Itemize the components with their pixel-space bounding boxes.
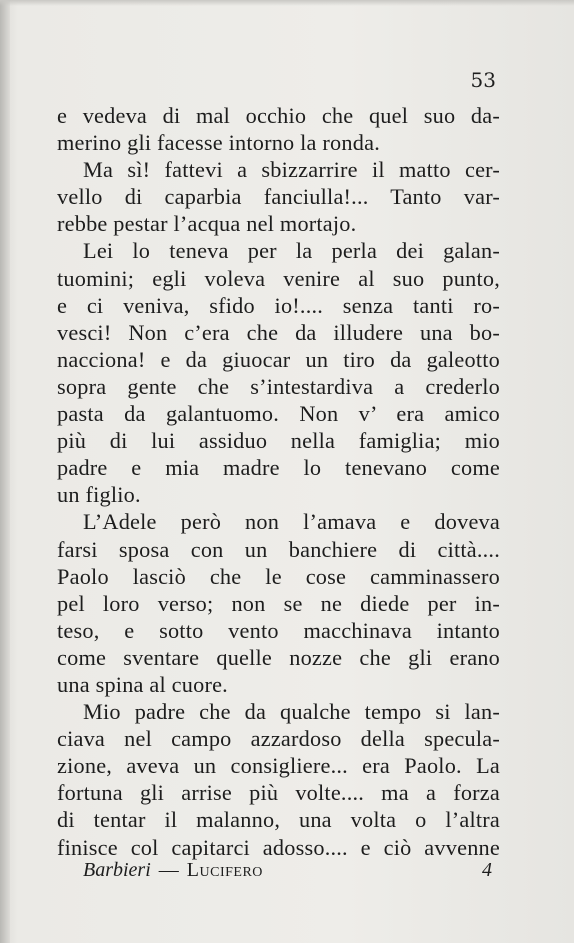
footer-author: Barbieri: [83, 858, 151, 881]
text-line: pel loro verso; non se ne diede per in-: [57, 590, 500, 616]
text-line: zione, aveva un consigliere... era Paolo. La: [57, 753, 500, 779]
text-line: un figlio.: [57, 482, 141, 508]
text-line: più di lui assiduo nella famiglia; mio: [57, 428, 500, 454]
page-top-edge: [0, 0, 574, 6]
text-line: e vedeva di mal occhio che quel suo da-: [57, 103, 500, 128]
text-line: nacciona! e da giuocar un tiro da galeotto: [57, 346, 500, 372]
text-line: Mio padre che da qualche tempo si lan-: [83, 699, 500, 725]
text-line: vello di caparbia fanciulla!... Tanto var-: [57, 184, 500, 210]
text-line: farsi sposa con un banchiere di città....: [57, 536, 500, 562]
text-line: finisce col capitarci adosso.... e ciò avvenne: [57, 834, 500, 860]
page-footer: [83, 855, 498, 885]
page-number: 53: [470, 68, 496, 92]
text-line: una spina al cuore.: [57, 671, 228, 697]
text-line: Lei lo teneva per la perla dei galan-: [83, 238, 500, 264]
footer-title: Lucifero: [186, 858, 263, 881]
text-line: di tentar il malanno, una volta o l’altra: [57, 807, 500, 833]
body-text: [57, 102, 500, 861]
text-line: Ma sì! fattevi a sbizzarrire il matto cer-: [83, 157, 500, 183]
text-line: rebbe pestar l’acqua nel mortajo.: [57, 211, 357, 237]
page-left-edge: [0, 0, 10, 943]
text-line: tuomini; egli voleva venire al suo punto,: [57, 265, 500, 291]
footer-dash: —: [158, 858, 179, 881]
text-line: padre e mia madre lo tenevano come: [57, 455, 500, 481]
text-line: pasta da galantuomo. Non v’ era amico: [57, 401, 500, 427]
text-line: teso, e sotto vento macchinava intanto: [57, 617, 500, 643]
text-line: ciava nel campo azzardoso della specula-: [57, 726, 500, 752]
text-line: come sventare quelle nozze che gli erano: [57, 644, 500, 670]
text-line: Paolo lasciò che le cose camminassero: [57, 563, 500, 589]
text-line: e ci veniva, sfido io!.... senza tanti ro-: [57, 292, 500, 318]
text-line: merino gli facesse intorno la ronda.: [57, 130, 380, 156]
text-line: fortuna gli arrise più volte.... ma a forza: [57, 780, 500, 806]
text-line: sopra gente che s’intestardiva a crederlo: [57, 373, 500, 399]
text-line: L’Adele però non l’amava e doveva: [83, 509, 500, 535]
signature-mark: 4: [482, 858, 492, 881]
text-line: vesci! Non c’era che da illudere una bo-: [57, 319, 500, 345]
